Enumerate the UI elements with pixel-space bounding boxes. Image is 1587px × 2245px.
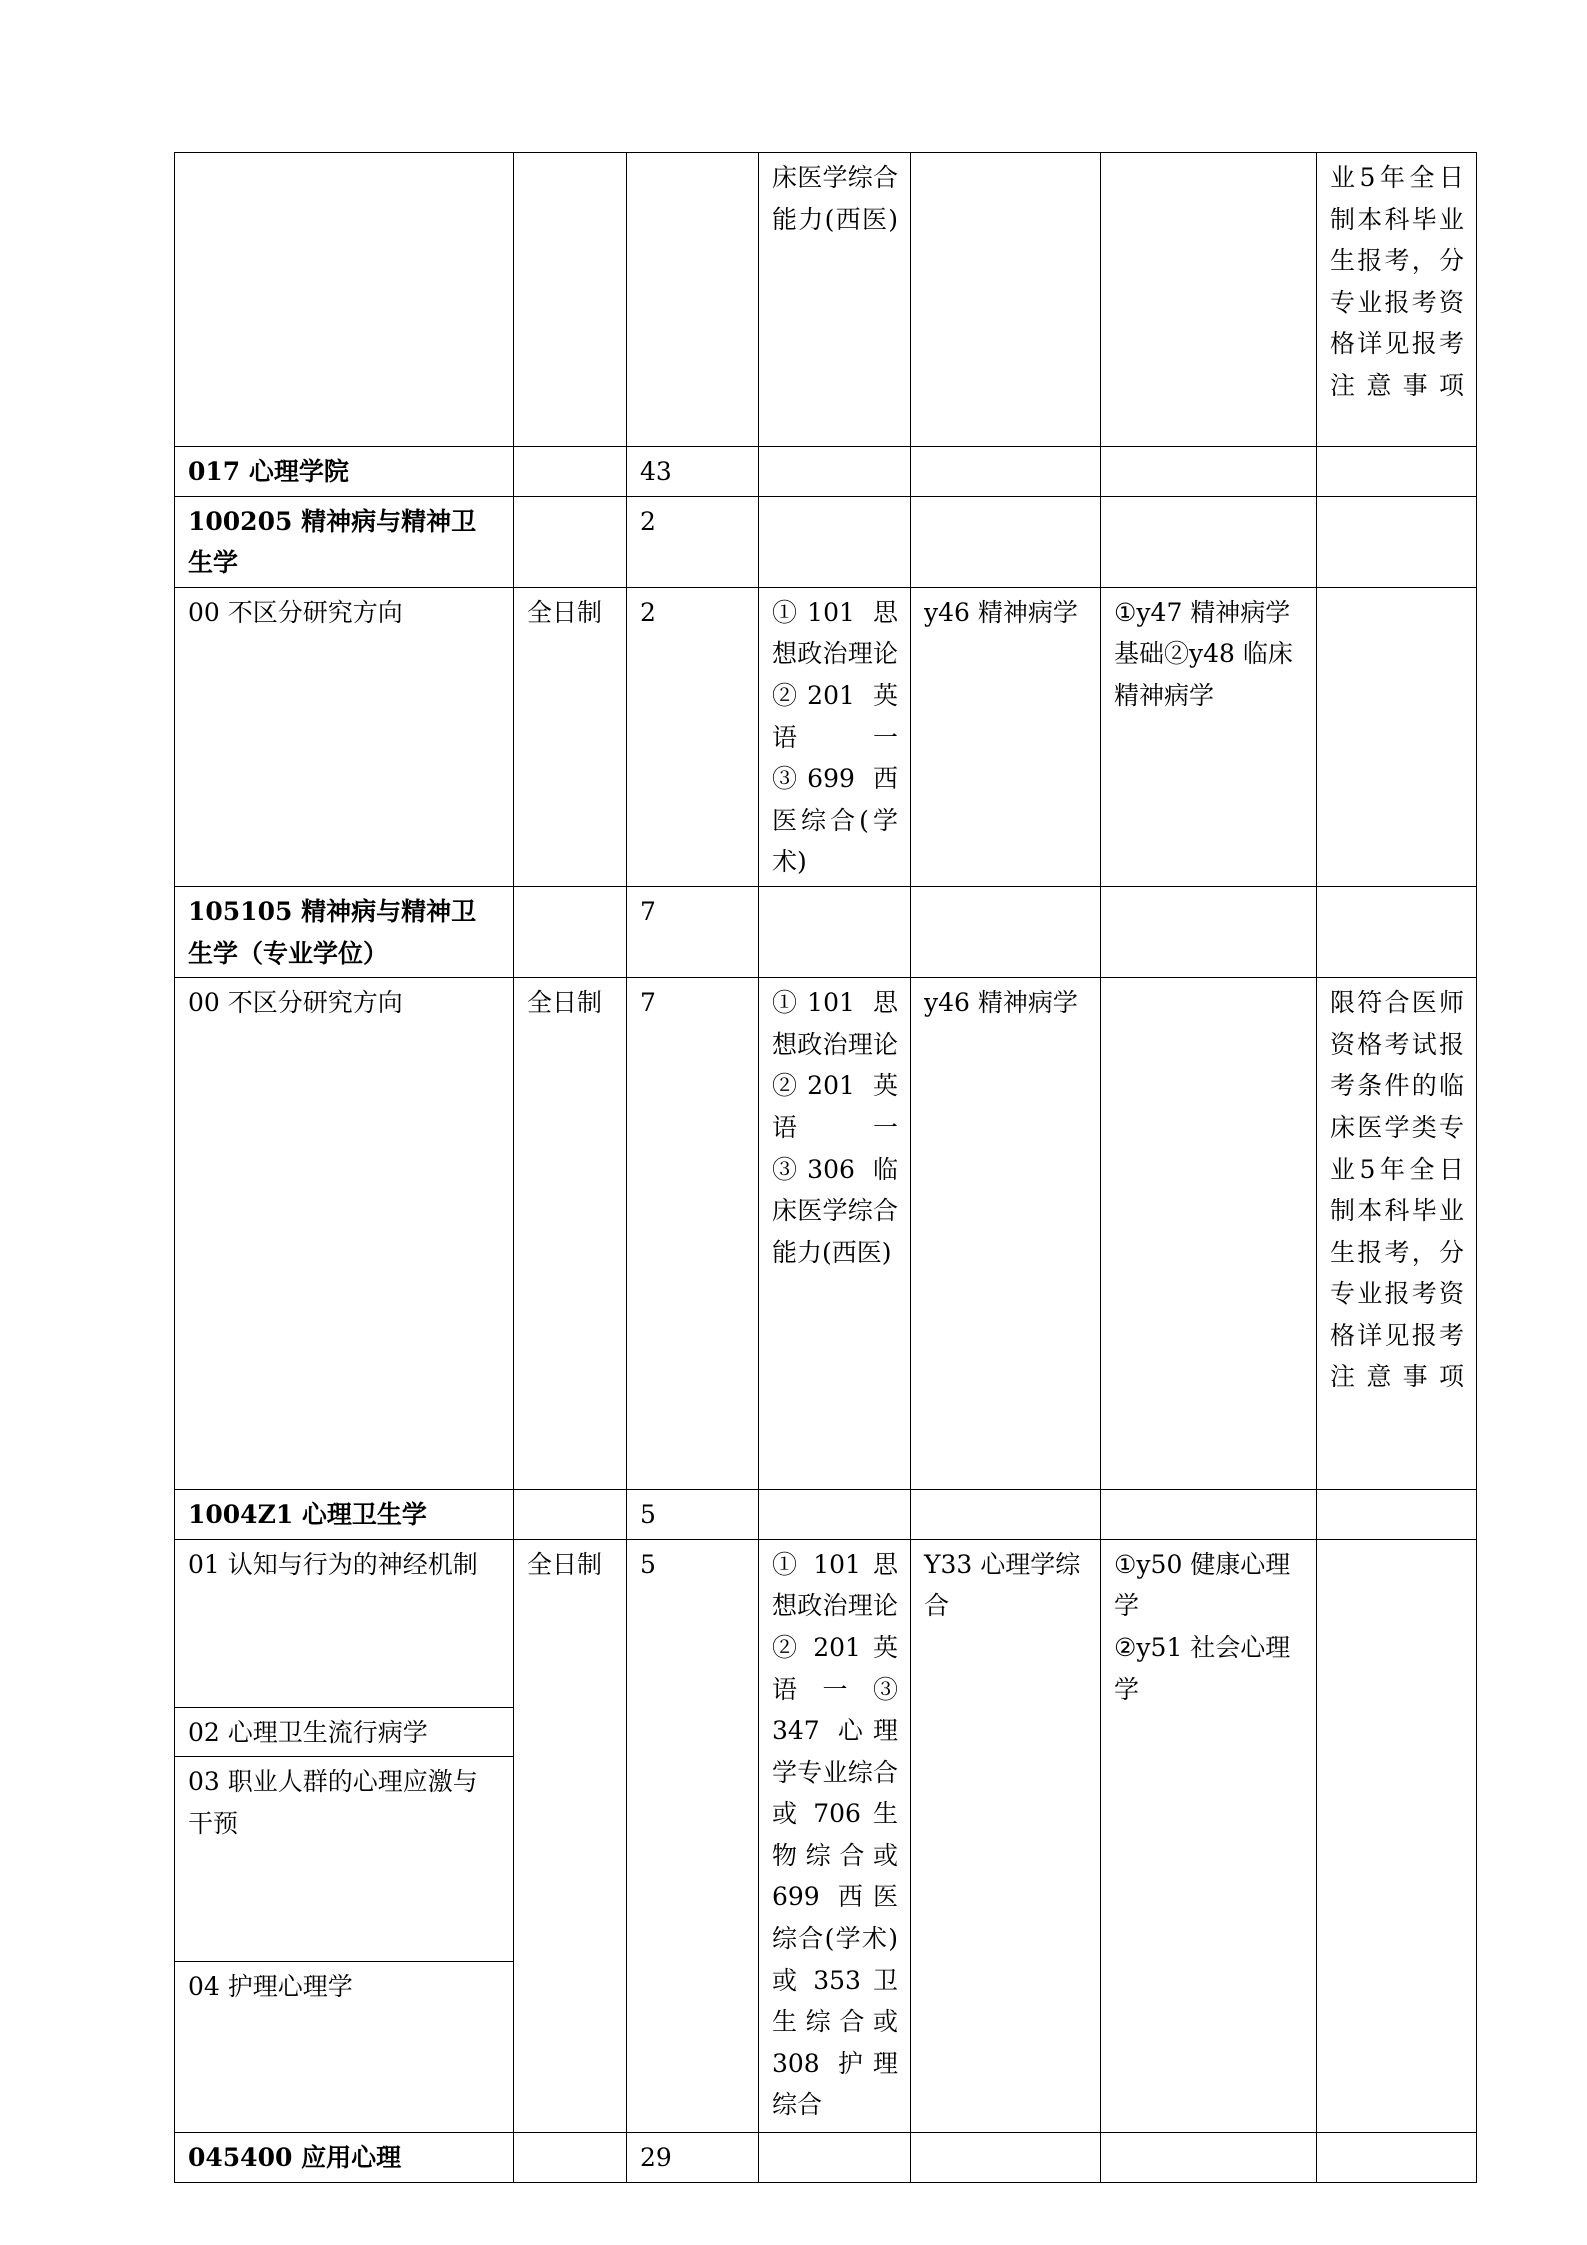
exam-subjects-cell: ①101 思想政治理论 ②201 英语一 ③306 临床医学综合能力(西医) bbox=[759, 978, 911, 1490]
study-mode-cell bbox=[514, 153, 627, 447]
admissions-table bbox=[174, 152, 1477, 2183]
empty-cell bbox=[1101, 2133, 1317, 2183]
additional-test-item: ①y50 健康心理学 bbox=[1114, 1549, 1291, 1621]
empty-cell bbox=[911, 1490, 1101, 1540]
empty-cell bbox=[1317, 496, 1477, 587]
empty-cell bbox=[911, 886, 1101, 977]
empty-cell bbox=[759, 886, 911, 977]
empty-cell bbox=[1317, 1490, 1477, 1540]
table-row bbox=[175, 153, 1477, 447]
empty-cell bbox=[1317, 2133, 1477, 2183]
quota-cell: 7 bbox=[627, 978, 759, 1490]
quota-cell bbox=[627, 153, 759, 447]
direction-cell: 02 心理卫生流行病学 bbox=[175, 1707, 514, 1757]
department-name-cell: 017 心理学院 bbox=[175, 447, 514, 497]
major-name-cell: 100205 精神病与精神卫生学 bbox=[175, 496, 514, 587]
direction-cell: 04 护理心理学 bbox=[175, 1962, 514, 2133]
empty-cell bbox=[514, 496, 627, 587]
empty-cell bbox=[1101, 496, 1317, 587]
exam-subjects-cell: 床医学综合能力(西医) bbox=[759, 153, 911, 447]
direction-cell: 00 不区分研究方向 bbox=[175, 978, 514, 1490]
direction-cell bbox=[175, 153, 514, 447]
table-row bbox=[175, 2133, 1477, 2183]
major-name-cell: 105105 精神病与精神卫生学（专业学位） bbox=[175, 886, 514, 977]
study-mode-cell: 全日制 bbox=[514, 587, 627, 886]
table-row bbox=[175, 447, 1477, 497]
table-row bbox=[175, 1539, 1477, 1707]
empty-cell bbox=[1101, 1490, 1317, 1540]
major-name-cell: 1004Z1 心理卫生学 bbox=[175, 1490, 514, 1540]
direction-cell: 01 认知与行为的神经机制 bbox=[175, 1539, 514, 1707]
notes-cell: 业5年全日制本科毕业生报考，分专业报考资格详见报考注意事项 bbox=[1317, 153, 1477, 447]
quota-cell: 5 bbox=[627, 1490, 759, 1540]
quota-cell: 29 bbox=[627, 2133, 759, 2183]
empty-cell bbox=[1317, 447, 1477, 497]
retest-subject-cell: y46 精神病学 bbox=[911, 978, 1101, 1490]
quota-cell: 7 bbox=[627, 886, 759, 977]
retest-subject-cell: Y33 心理学综合 bbox=[911, 1539, 1101, 2133]
empty-cell bbox=[514, 447, 627, 497]
empty-cell bbox=[1317, 1539, 1477, 2133]
empty-cell bbox=[1101, 978, 1317, 1490]
empty-cell bbox=[911, 447, 1101, 497]
retest-subject-cell bbox=[911, 153, 1101, 447]
additional-test-cell: ①y47 精神病学基础②y48 临床精神病学 bbox=[1101, 587, 1317, 886]
table-row bbox=[175, 886, 1477, 977]
quota-cell: 43 bbox=[627, 447, 759, 497]
direction-cell: 03 职业人群的心理应激与干预 bbox=[175, 1757, 514, 1962]
empty-cell bbox=[1317, 587, 1477, 886]
empty-cell bbox=[759, 447, 911, 497]
empty-cell bbox=[911, 496, 1101, 587]
additional-test-cell bbox=[1101, 153, 1317, 447]
empty-cell bbox=[514, 1490, 627, 1540]
empty-cell bbox=[514, 886, 627, 977]
empty-cell bbox=[759, 1490, 911, 1540]
empty-cell bbox=[911, 2133, 1101, 2183]
additional-test-cell bbox=[1101, 1539, 1317, 2133]
notes-cell: 限符合医师资格考试报考条件的临床医学类专业5年全日制本科毕业生报考，分专业报考资格详见报考注意事项 bbox=[1317, 978, 1477, 1490]
table-row bbox=[175, 587, 1477, 886]
quota-cell: 5 bbox=[627, 1539, 759, 2133]
empty-cell bbox=[1101, 886, 1317, 977]
exam-subjects-cell: ①101 思想政治理论 ②201 英语一 ③699 西医综合(学术) bbox=[759, 587, 911, 886]
retest-subject-cell: y46 精神病学 bbox=[911, 587, 1101, 886]
study-mode-cell: 全日制 bbox=[514, 978, 627, 1490]
major-name-cell: 045400 应用心理 bbox=[175, 2133, 514, 2183]
empty-cell bbox=[1101, 447, 1317, 497]
study-mode-cell: 全日制 bbox=[514, 1539, 627, 2133]
table-row bbox=[175, 496, 1477, 587]
empty-cell bbox=[759, 2133, 911, 2183]
additional-test-item: ②y51 社会心理学 bbox=[1114, 1632, 1291, 1704]
table-row bbox=[175, 1490, 1477, 1540]
table-row bbox=[175, 978, 1477, 1490]
quota-cell: 2 bbox=[627, 587, 759, 886]
empty-cell bbox=[759, 496, 911, 587]
quota-cell: 2 bbox=[627, 496, 759, 587]
direction-cell: 00 不区分研究方向 bbox=[175, 587, 514, 886]
empty-cell bbox=[514, 2133, 627, 2183]
exam-subjects-cell: ① 101 思想政治理论 ② 201 英语一③ 347 心理学专业综合或 706 生物综合或 699 西医综合(学术) 或 353 卫生综合或 308 护理综合 bbox=[759, 1539, 911, 2133]
empty-cell bbox=[1317, 886, 1477, 977]
